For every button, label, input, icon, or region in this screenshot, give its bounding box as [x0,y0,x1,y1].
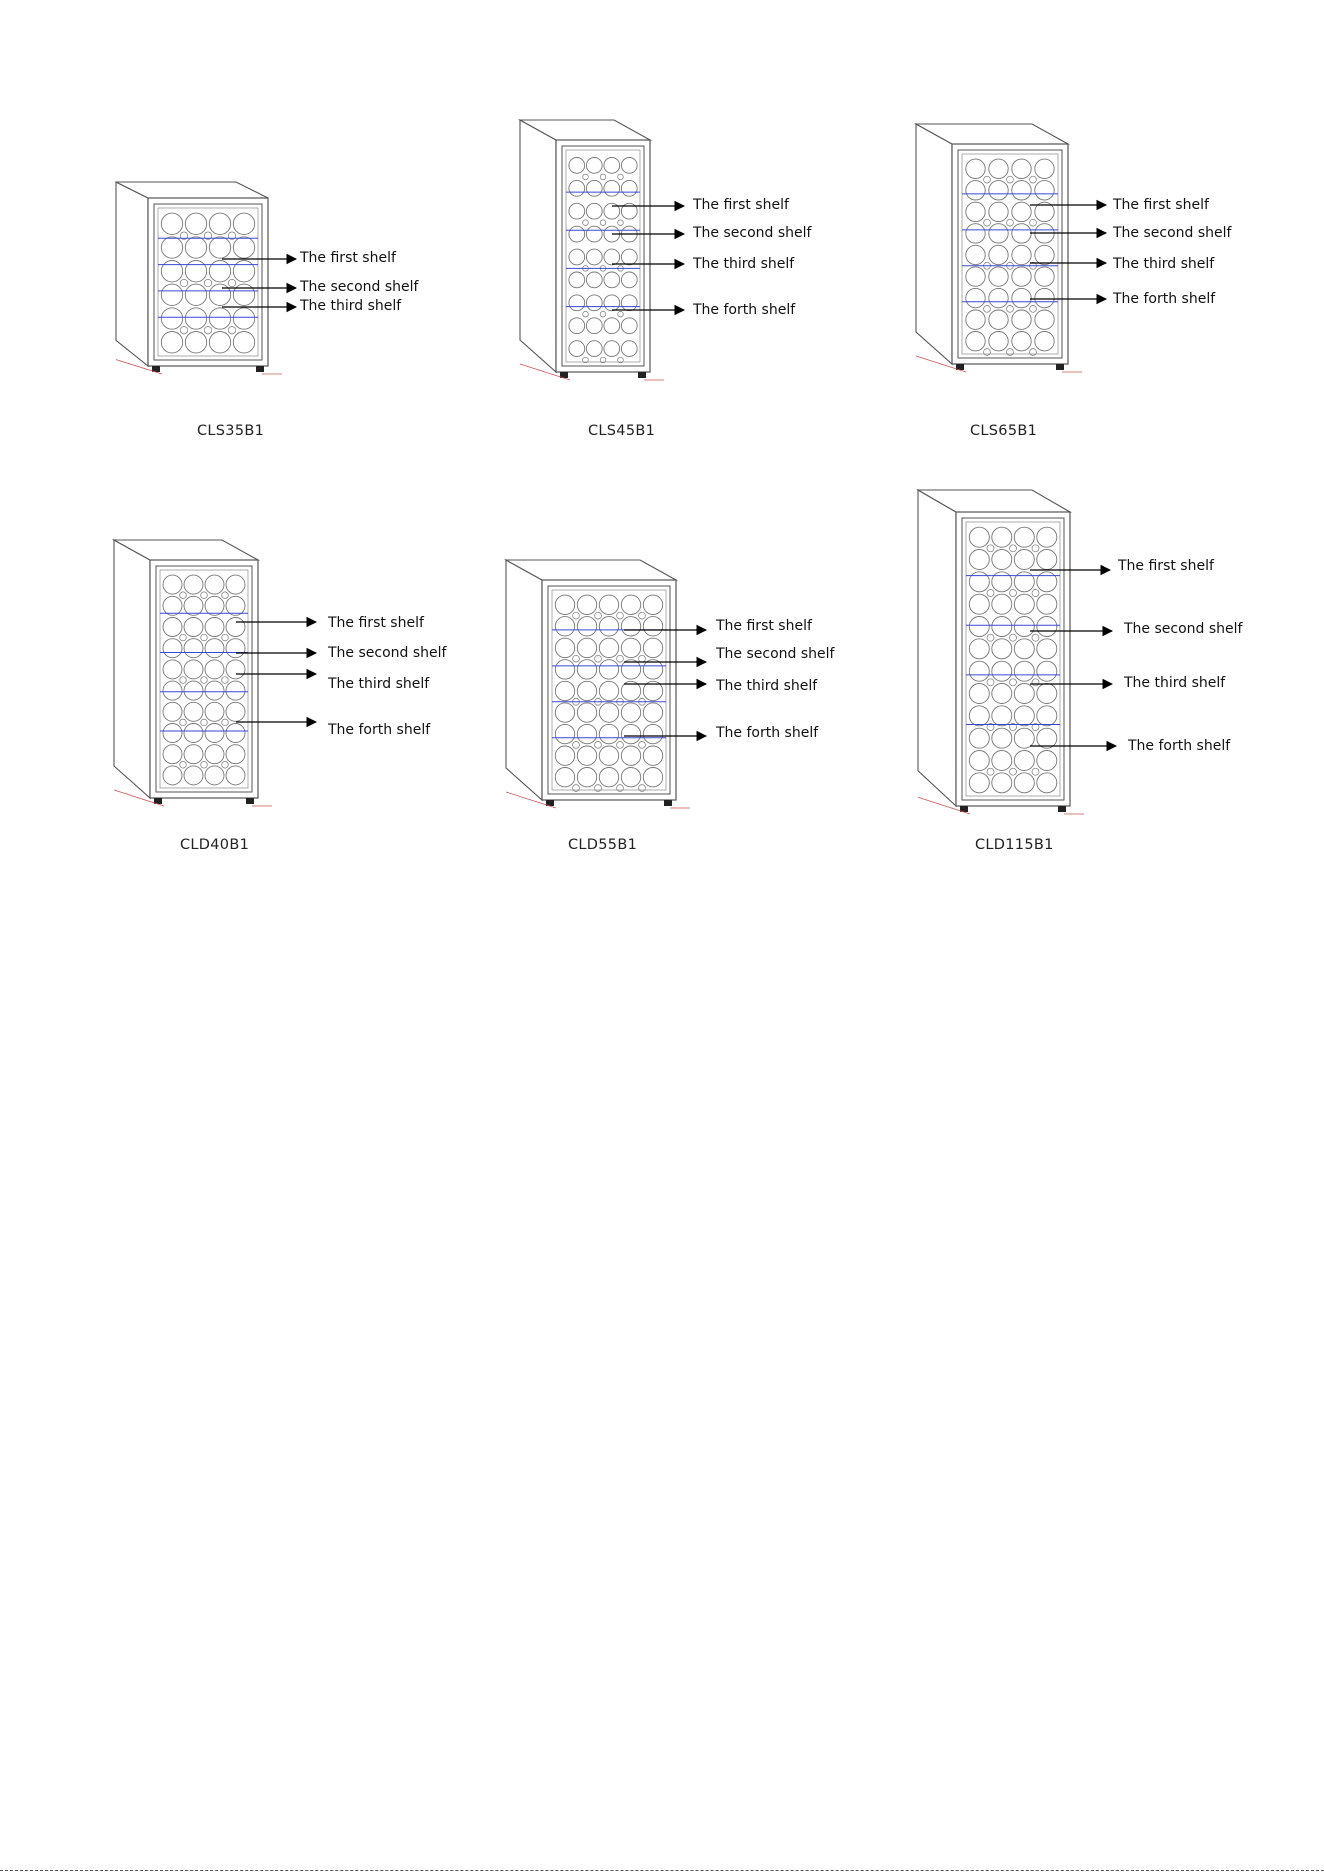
shelf-label: The forth shelf [1113,291,1216,307]
shelf-label: The third shelf [716,678,818,694]
shelf-pointer-3 [236,674,430,692]
shelf-label: The forth shelf [1128,738,1231,754]
shelf-label: The second shelf [693,225,812,241]
shelf-label: The first shelf [328,615,424,631]
side-panel [506,560,542,800]
side-panel [918,490,956,806]
shelf-label: The second shelf [1113,225,1232,241]
model-label: CLS35B1 [197,423,265,439]
shelf-label: The second shelf [300,279,419,295]
shelf-label: The second shelf [328,645,447,661]
shelf-pointer-1 [236,615,425,631]
foot [256,366,264,372]
cabinet-cld40b1 [114,540,448,853]
shelf-label: The first shelf [1113,197,1209,213]
shelf-label: The third shelf [693,256,795,272]
shelf-pointers [236,615,448,738]
foot [246,798,254,804]
shelf-label: The first shelf [300,250,396,266]
cabinet-body [916,124,1082,372]
side-panel [916,124,952,364]
shelf-label: The third shelf [300,298,402,314]
door-frame [150,560,258,798]
foot [664,800,672,806]
shelf-pointer-4 [236,722,431,738]
shelf-label: The first shelf [716,618,812,634]
model-label: CLD40B1 [180,837,250,853]
shelf-label: The second shelf [1124,621,1243,637]
model-label: CLD55B1 [568,837,638,853]
door-frame [556,140,650,372]
door-frame [956,512,1070,806]
cabinet-cls35b1 [116,182,420,439]
model-label: CLS45B1 [588,423,656,439]
foot [1056,364,1064,370]
side-panel [116,182,148,366]
cabinet-cls45b1 [520,120,813,439]
shelf-label: The third shelf [328,676,430,692]
shelf-label: The forth shelf [328,722,431,738]
shelf-label: The forth shelf [693,302,796,318]
door-frame [952,144,1068,364]
cabinet-cld55b1 [506,560,836,853]
shelf-label: The first shelf [693,197,789,213]
model-label: CLS65B1 [970,423,1038,439]
cabinet-cld115b1 [918,490,1244,853]
foot [638,372,646,378]
model-label: CLD115B1 [975,837,1054,853]
shelf-label: The forth shelf [716,725,819,741]
shelf-label: The first shelf [1118,558,1214,574]
foot [1058,806,1066,812]
shelf-label: The third shelf [1124,675,1226,691]
cabinet-body [918,490,1084,814]
door-frame [148,198,268,366]
cabinet-cls65b1 [916,124,1233,439]
shelf-label: The second shelf [716,646,835,662]
cabinet-body [116,182,282,374]
side-panel [520,120,556,372]
shelf-label: The third shelf [1113,256,1215,272]
shelf-pointer-2 [236,645,448,661]
page-bottom-rule [0,1870,1324,1871]
side-panel [114,540,150,798]
door-frame [542,580,676,800]
